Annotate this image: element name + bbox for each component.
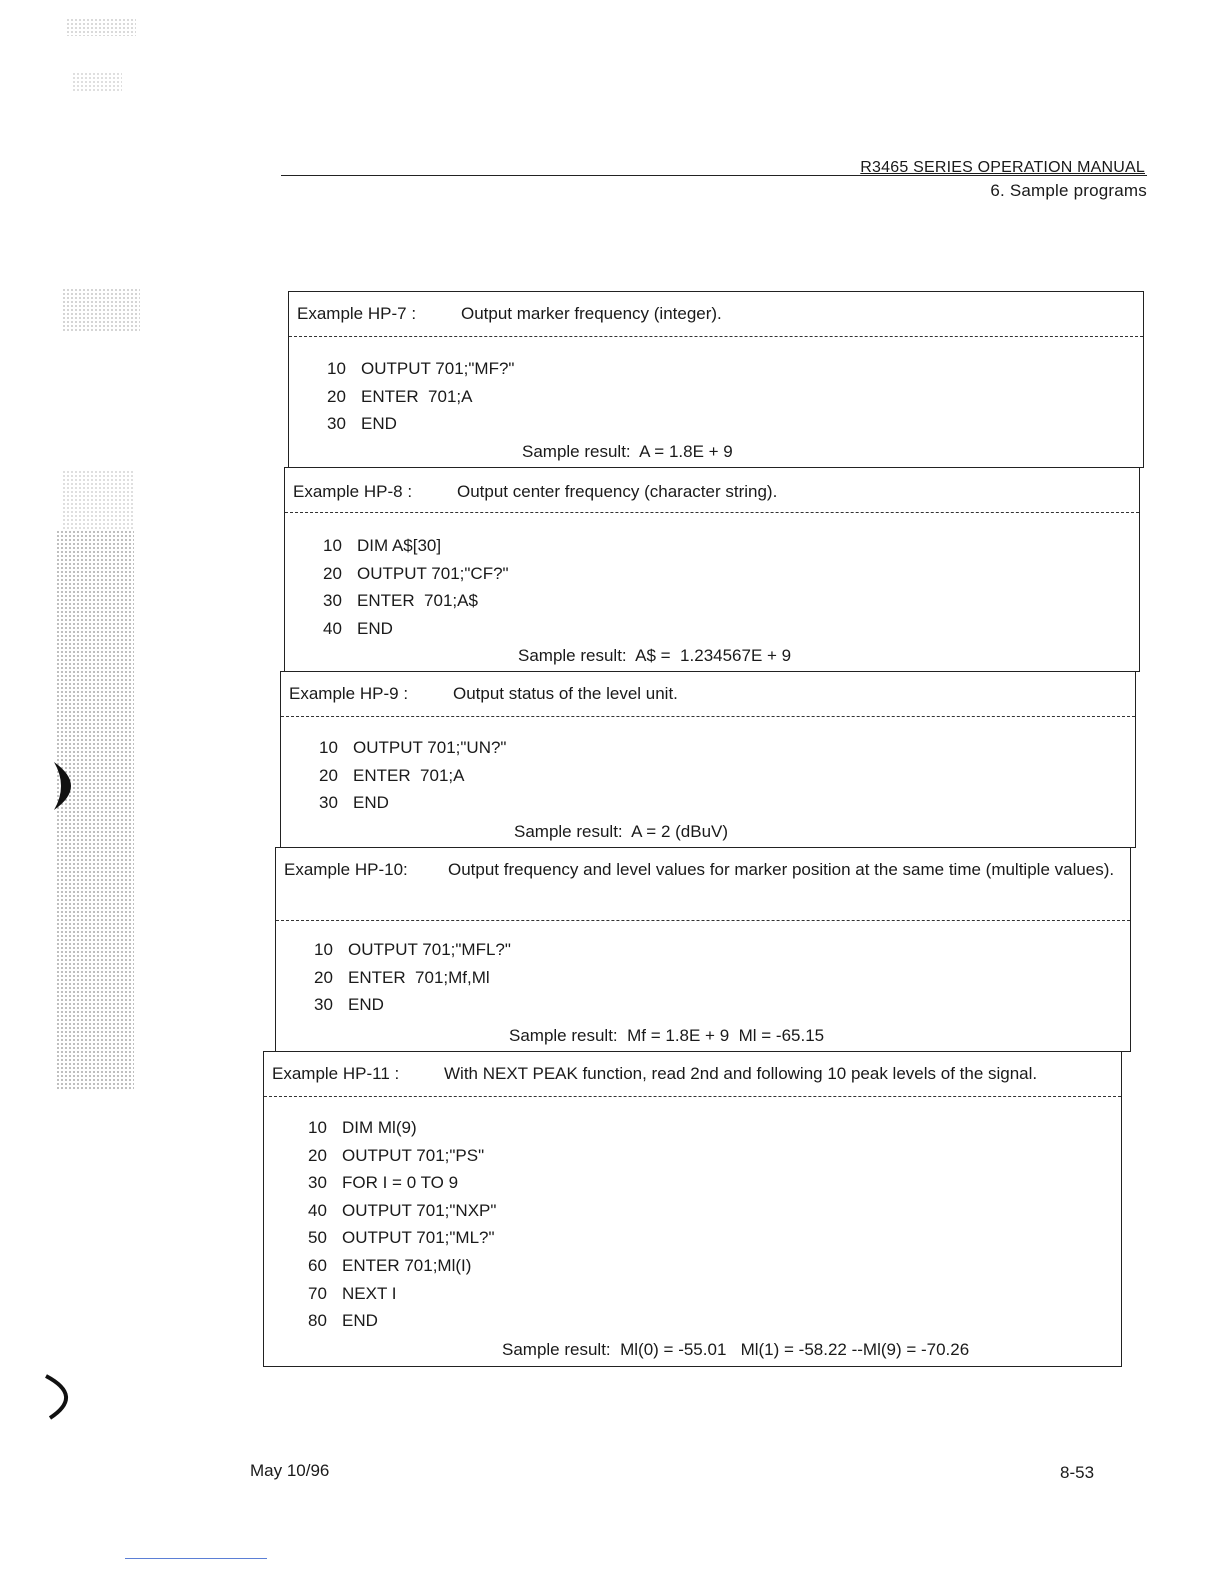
example-label: Example HP-10: bbox=[284, 860, 408, 879]
example-label: Example HP-11 : bbox=[272, 1064, 400, 1083]
code-line bbox=[308, 1142, 496, 1170]
code-text: ENTER 701;A$ bbox=[357, 591, 478, 611]
code-text: END bbox=[342, 1311, 378, 1331]
line-number: 50 bbox=[308, 1228, 327, 1248]
code-text: DIM Ml(9) bbox=[342, 1118, 417, 1137]
dashed-divider bbox=[289, 336, 1143, 337]
section-title: 6. Sample programs bbox=[990, 181, 1147, 200]
code-text: OUTPUT 701;"ML?" bbox=[342, 1228, 495, 1248]
example-description: With NEXT PEAK function, read 2nd and following 10 peak levels of the signal. bbox=[444, 1064, 1038, 1083]
example-heading bbox=[293, 482, 412, 502]
code-text: OUTPUT 701;"CF?" bbox=[357, 563, 509, 583]
code-text: OUTPUT 701;"UN?" bbox=[353, 738, 507, 757]
line-number: 10 bbox=[308, 1118, 327, 1137]
code-line bbox=[323, 532, 509, 560]
line-number: 30 bbox=[323, 591, 342, 611]
line-number: 30 bbox=[314, 995, 333, 1015]
sample-result: Sample result: Mf = 1.8E + 9 Ml = -65.15 bbox=[509, 1026, 825, 1045]
code-listing bbox=[314, 936, 511, 1019]
code-line bbox=[308, 1197, 496, 1225]
example-box bbox=[284, 467, 1140, 672]
example-label: Example HP-8 : bbox=[293, 482, 413, 501]
example-label: Example HP-9 : bbox=[289, 684, 409, 703]
example-heading bbox=[297, 304, 416, 324]
code-line bbox=[327, 355, 514, 383]
code-text: END bbox=[361, 414, 397, 434]
code-listing bbox=[327, 355, 514, 438]
example-description: Output marker frequency (integer). bbox=[461, 304, 722, 323]
code-text: ENTER 701;A bbox=[353, 765, 465, 785]
code-text: NEXT I bbox=[342, 1283, 397, 1303]
example-box bbox=[275, 847, 1131, 1052]
line-number: 70 bbox=[308, 1283, 327, 1303]
code-line bbox=[323, 560, 509, 588]
code-line bbox=[314, 936, 511, 964]
bottom-rule bbox=[125, 1558, 267, 1559]
example-description: Output frequency and level values for marker position at the same time (multiple values). bbox=[448, 860, 1115, 879]
line-number: 20 bbox=[308, 1145, 327, 1165]
code-line bbox=[308, 1114, 496, 1142]
code-line bbox=[308, 1280, 496, 1308]
code-line bbox=[308, 1224, 496, 1252]
line-number: 40 bbox=[308, 1200, 327, 1220]
dashed-divider bbox=[264, 1096, 1121, 1097]
code-line bbox=[323, 587, 509, 615]
line-number: 30 bbox=[319, 793, 338, 813]
code-line bbox=[319, 734, 506, 762]
page-number: 8-53 bbox=[1060, 1463, 1095, 1482]
code-line bbox=[308, 1252, 496, 1280]
code-text: END bbox=[353, 793, 389, 813]
dashed-divider bbox=[281, 716, 1135, 717]
example-label: Example HP-7 : bbox=[297, 304, 417, 323]
example-box bbox=[263, 1051, 1122, 1367]
code-line bbox=[308, 1169, 496, 1197]
line-number: 10 bbox=[314, 940, 333, 959]
code-line bbox=[327, 410, 514, 438]
code-text: OUTPUT 701;"MFL?" bbox=[348, 940, 511, 959]
line-number: 20 bbox=[314, 967, 333, 987]
line-number: 30 bbox=[308, 1173, 327, 1193]
code-line bbox=[319, 789, 506, 817]
code-line bbox=[327, 383, 514, 411]
sample-result: Sample result: Ml(0) = -55.01 Ml(1) = -58.22 --Ml(9) = -70.26 bbox=[502, 1340, 970, 1359]
line-number: 20 bbox=[323, 563, 342, 583]
code-text: ENTER 701;Ml(I) bbox=[342, 1255, 472, 1275]
scan-artifact bbox=[62, 288, 140, 332]
code-line bbox=[314, 991, 511, 1019]
example-heading bbox=[289, 684, 408, 704]
sample-result: Sample result: A = 1.8E + 9 bbox=[522, 442, 733, 461]
code-text: OUTPUT 701;"NXP" bbox=[342, 1200, 497, 1220]
line-number: 20 bbox=[327, 386, 346, 406]
scan-artifact bbox=[72, 72, 122, 92]
example-heading bbox=[272, 1064, 399, 1084]
binding-hole-mark bbox=[52, 760, 92, 812]
code-listing bbox=[319, 734, 506, 817]
example-heading bbox=[284, 860, 408, 880]
code-line bbox=[323, 615, 509, 643]
code-text: OUTPUT 701;"PS" bbox=[342, 1145, 485, 1165]
code-line bbox=[308, 1307, 496, 1335]
scan-artifact bbox=[62, 470, 134, 530]
code-listing bbox=[308, 1114, 496, 1335]
code-text: DIM A$[30] bbox=[357, 536, 442, 555]
line-number: 20 bbox=[319, 765, 338, 785]
manual-title: R3465 SERIES OPERATION MANUAL bbox=[860, 159, 1145, 176]
code-line bbox=[319, 762, 506, 790]
line-number: 80 bbox=[308, 1311, 327, 1331]
line-number: 30 bbox=[327, 414, 346, 434]
example-description: Output center frequency (character string). bbox=[457, 482, 778, 501]
code-line bbox=[314, 964, 511, 992]
code-text: END bbox=[357, 618, 393, 638]
code-text: ENTER 701;Mf,Ml bbox=[348, 967, 490, 987]
line-number: 40 bbox=[323, 618, 342, 638]
dashed-divider bbox=[276, 920, 1130, 921]
code-text: FOR I = 0 TO 9 bbox=[342, 1173, 459, 1193]
example-description: Output status of the level unit. bbox=[453, 684, 678, 703]
line-number: 60 bbox=[308, 1255, 327, 1275]
dashed-divider bbox=[285, 512, 1139, 513]
sample-result: Sample result: A$ = 1.234567E + 9 bbox=[518, 646, 792, 665]
scan-artifact bbox=[66, 18, 136, 36]
code-text: OUTPUT 701;"MF?" bbox=[361, 359, 515, 378]
code-text: END bbox=[348, 995, 384, 1015]
line-number: 10 bbox=[327, 359, 346, 378]
sample-result: Sample result: A = 2 (dBuV) bbox=[514, 822, 729, 841]
binding-hole-mark bbox=[40, 1372, 80, 1422]
example-box bbox=[280, 671, 1136, 848]
line-number: 10 bbox=[319, 738, 338, 757]
line-number: 10 bbox=[323, 536, 342, 555]
example-box bbox=[288, 291, 1144, 468]
code-listing bbox=[323, 532, 509, 642]
code-text: ENTER 701;A bbox=[361, 386, 473, 406]
footer-date: May 10/96 bbox=[250, 1461, 330, 1480]
